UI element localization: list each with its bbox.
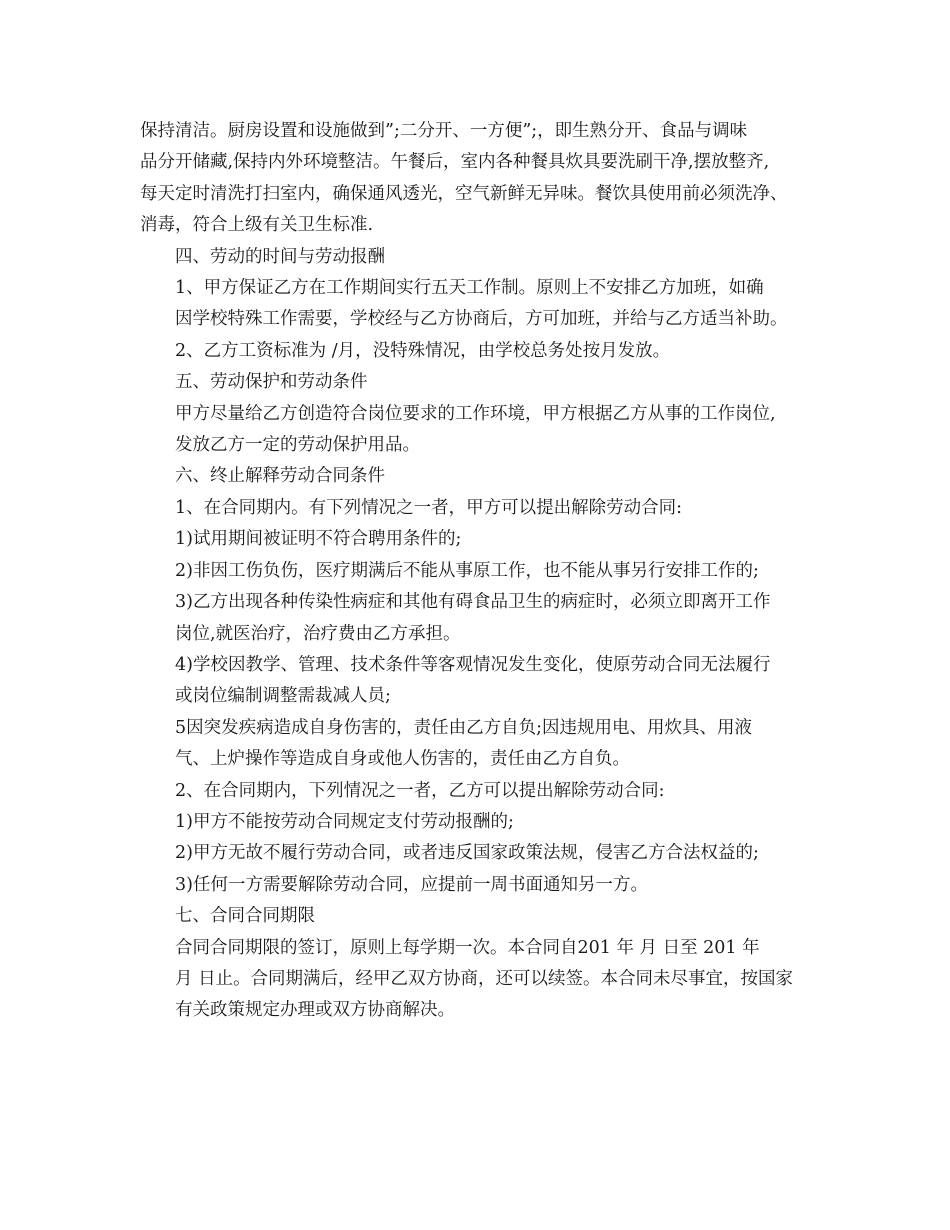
- text-line: 2、在合同期内，下列情况之一者，乙方可以提出解除劳动合同:: [175, 780, 665, 801]
- text-line: 有关政策规定办理或双方协商解决。: [175, 1000, 455, 1021]
- text-line: 或岗位编制调整需裁减人员;: [175, 686, 391, 707]
- paragraph: [140, 493, 816, 524]
- paragraph: [140, 367, 816, 398]
- text-line: 岗位,就医治疗，治疗费由乙方承担。: [175, 623, 461, 644]
- paragraph: [140, 556, 816, 587]
- text-line: 1、甲方保证乙方在工作期间实行五天工作制。原则上不安排乙方加班，如确: [175, 278, 764, 299]
- paragraph: [140, 650, 816, 713]
- text-line: 发放乙方一定的劳动保护用品。: [175, 435, 420, 456]
- text-line: 3)乙方出现各种传染性病症和其他有碍食品卫生的病症时，必须立即离开工作: [175, 592, 771, 613]
- text-line: 合同合同期限的签订，原则上每学期一次。本合同自201 年 月 日至 201 年: [175, 937, 760, 958]
- text-line: 月 日止。合同期满后，经甲乙双方协商，还可以续签。本合同未尽事宜，按国家: [175, 968, 794, 989]
- paragraph: [140, 776, 816, 807]
- text-line: 3)任何一方需要解除劳动合同，应提前一周书面通知另一方。: [175, 874, 648, 895]
- paragraph: [140, 336, 816, 367]
- paragraph: [140, 587, 816, 650]
- text-line: 四、劳动的时间与劳动报酬: [175, 246, 385, 267]
- text-line: 1)甲方不能按劳动合同规定支付劳动报酬的;: [175, 811, 514, 832]
- paragraph: [140, 807, 816, 838]
- text-line: 1)试用期间被证明不符合聘用条件的;: [175, 529, 462, 550]
- text-line: 5因突发疾病造成自身伤害的，责任由乙方自负;因违规用电、用炊具、用液: [175, 717, 753, 738]
- paragraph: [140, 901, 816, 932]
- paragraph: [140, 870, 816, 901]
- paragraph: [140, 273, 816, 336]
- text-line: 2、乙方工资标准为 /月，没特殊情况，由学校总务处按月发放。: [175, 340, 671, 361]
- text-line: 因学校特殊工作需要，学校经与乙方协商后，方可加班，并给与乙方适当补助。: [175, 309, 788, 330]
- document-body: [140, 116, 816, 1027]
- paragraph: [140, 116, 816, 242]
- text-line: 保持清洁。厨房设置和设施做到”;二分开、一方便”;，即生熟分开、食品与调味: [140, 121, 748, 141]
- paragraph: [140, 838, 816, 869]
- text-line: 消毒，符合上级有关卫生标准.: [140, 215, 374, 236]
- paragraph: [140, 524, 816, 555]
- text-line: 4)学校因教学、管理、技术条件等客观情况发生变化，使原劳动合同无法履行: [175, 654, 771, 675]
- text-line: 1、在合同期内。有下列情况之一者，甲方可以提出解除劳动合同:: [175, 497, 683, 518]
- paragraph: [140, 242, 816, 273]
- text-line: 2)非因工伤负伤，医疗期满后不能从事原工作，也不能从事另行安排工作的;: [175, 560, 759, 581]
- text-line: 品分开储藏,保持内外环境整洁。午餐后，室内各种餐具炊具要洗刷干净,摆放整齐,: [140, 152, 770, 173]
- paragraph: [140, 461, 816, 492]
- paragraph: [140, 713, 816, 776]
- paragraph: [140, 399, 816, 462]
- text-line: 七、合同合同期限: [175, 906, 315, 927]
- text-line: 五、劳动保护和劳动条件: [175, 372, 368, 393]
- text-line: 气、上炉操作等造成自身或他人伤害的，责任由乙方自负。: [175, 749, 630, 770]
- paragraph: [140, 933, 816, 1027]
- text-line: 每天定时清洗打扫室内，确保通风透光，空气新鲜无异味。餐饮具使用前必须洗净、: [140, 183, 788, 204]
- text-line: 六、终止解释劳动合同条件: [175, 466, 385, 487]
- text-line: 甲方尽量给乙方创造符合岗位要求的工作环境，甲方根据乙方从事的工作岗位,: [175, 403, 776, 424]
- text-line: 2)甲方无故不履行劳动合同，或者违反国家政策法规，侵害乙方合法权益的;: [175, 843, 759, 864]
